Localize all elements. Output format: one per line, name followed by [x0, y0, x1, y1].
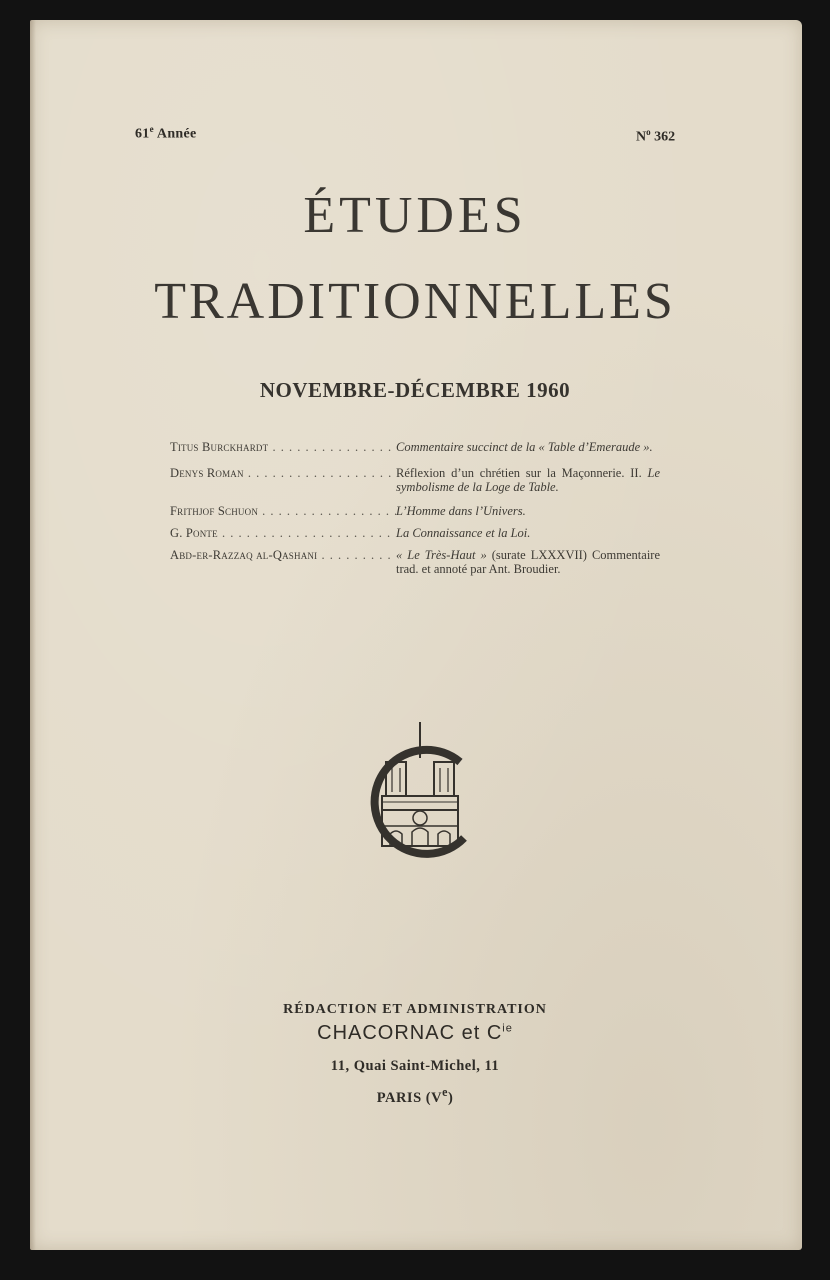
toc-title-fragment: Réflexion d’un chrétien sur la Maçonnerie. II. — [396, 466, 648, 480]
toc-author: Titus Burckhardt . . . — [170, 440, 396, 454]
toc-article-title — [396, 466, 660, 494]
toc-entry — [170, 504, 660, 518]
publisher-name: CHACORNAC et $C^{ie}$ — [317, 1022, 513, 1044]
publisher-city: PARIS (Ve) — [376, 1085, 454, 1106]
toc-title-fragment: Commentaire succinct de la « Table d’Emeraude ». — [396, 440, 653, 454]
toc-entry — [170, 466, 660, 494]
toc-author: Abd-er-Razzaq al-Qashani . . . — [170, 548, 396, 562]
toc-entry — [170, 526, 660, 540]
toc-title-fragment: Le symbolisme de la Loge de Table. — [396, 466, 660, 494]
toc-entry — [170, 548, 660, 576]
toc-article-title — [396, 440, 660, 454]
issue-date: NOVEMBRE-DÉCEMBRE 1960 — [259, 378, 571, 402]
toc-article-title — [396, 526, 660, 540]
volume-year: 61e Année — [135, 124, 197, 142]
toc-author: Denys Roman . . . — [170, 466, 396, 480]
toc-title-fragment: L’Homme dans l’Univers. — [396, 504, 526, 518]
editorial-label: RÉDACTION ET ADMINISTRATION — [283, 1002, 547, 1017]
toc-title-fragment: La Connaissance et la Loi. — [396, 526, 531, 540]
toc-article-title — [396, 504, 660, 518]
issue-number: $N^o$ 362 — [636, 127, 676, 145]
toc-entry — [170, 440, 660, 454]
publisher-address: 11, Quai Saint-Michel, 11 — [330, 1058, 500, 1074]
journal-title-line-1: ÉTUDES — [303, 187, 527, 244]
journal-title-line-2: TRADITIONNELLES — [154, 273, 676, 330]
toc-title-fragment: (surate LXXXVII) Commentaire trad. et annoté par Ant. Broudier. — [396, 548, 661, 576]
toc-article-title — [396, 548, 660, 576]
toc-author: Frithjof Schuon . . . — [170, 504, 396, 518]
toc-title-fragment: « Le Très-Haut » — [396, 548, 487, 562]
table-of-contents — [170, 440, 660, 576]
toc-author: G. Ponte . . . — [170, 526, 396, 540]
cathedral-emblem-icon — [356, 718, 474, 868]
